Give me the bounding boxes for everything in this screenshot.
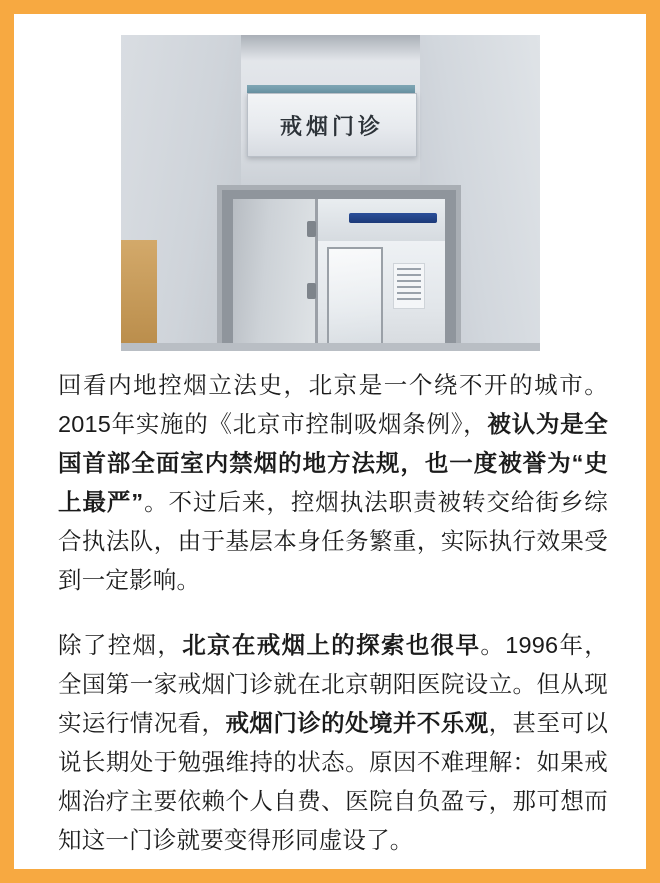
clinic-doorway-photo [121,35,540,351]
inner-door-glass [327,247,383,351]
floor-strip [121,343,540,351]
blue-door-header-bar [349,213,437,223]
body-text: 除了控烟， [58,632,183,658]
wall-notice-poster [393,263,425,309]
photo-illustration [121,35,540,351]
article-body [58,366,608,860]
clinic-sign-label: 戒烟门诊 [279,113,384,139]
open-door-leaf [233,199,318,351]
door-hinge-lower [307,283,316,299]
body-text: 。1996年，全国第一家戒烟门诊就在北京朝阳医院设立。但从现实运行情况看， [58,632,609,736]
paragraph-2 [58,626,608,860]
emphasized-text: 被认为是全国首部全面室内禁烟的地方法规，也一度被誉为“史上最严” [58,411,609,515]
door-hinge-upper [307,221,316,237]
clinic-sign [247,93,417,157]
paragraph-1 [58,366,608,600]
wooden-panel [121,240,157,351]
body-text: 。不过后来，控烟执法职责被转交给街乡综合执法队，由于基层本身任务繁重，实际执行效果受到一定影响。 [58,489,608,593]
body-text: ，甚至可以说长期处于勉强维持的状态。原因不难理解：如果戒烟治疗主要依赖个人自费、医院自负盈亏，那可想而知这一门诊就要变得形同虚设了。 [58,710,609,853]
body-text: 回看内地控烟立法史，北京是一个绕不开的城市。2015年实施的《北京市控制吸烟条例》， [58,372,608,437]
emphasized-text: 北京在戒烟上的探索也很早 [182,632,481,658]
article-card [14,14,646,869]
emphasized-text: 戒烟门诊的处境并不乐观 [225,710,489,736]
